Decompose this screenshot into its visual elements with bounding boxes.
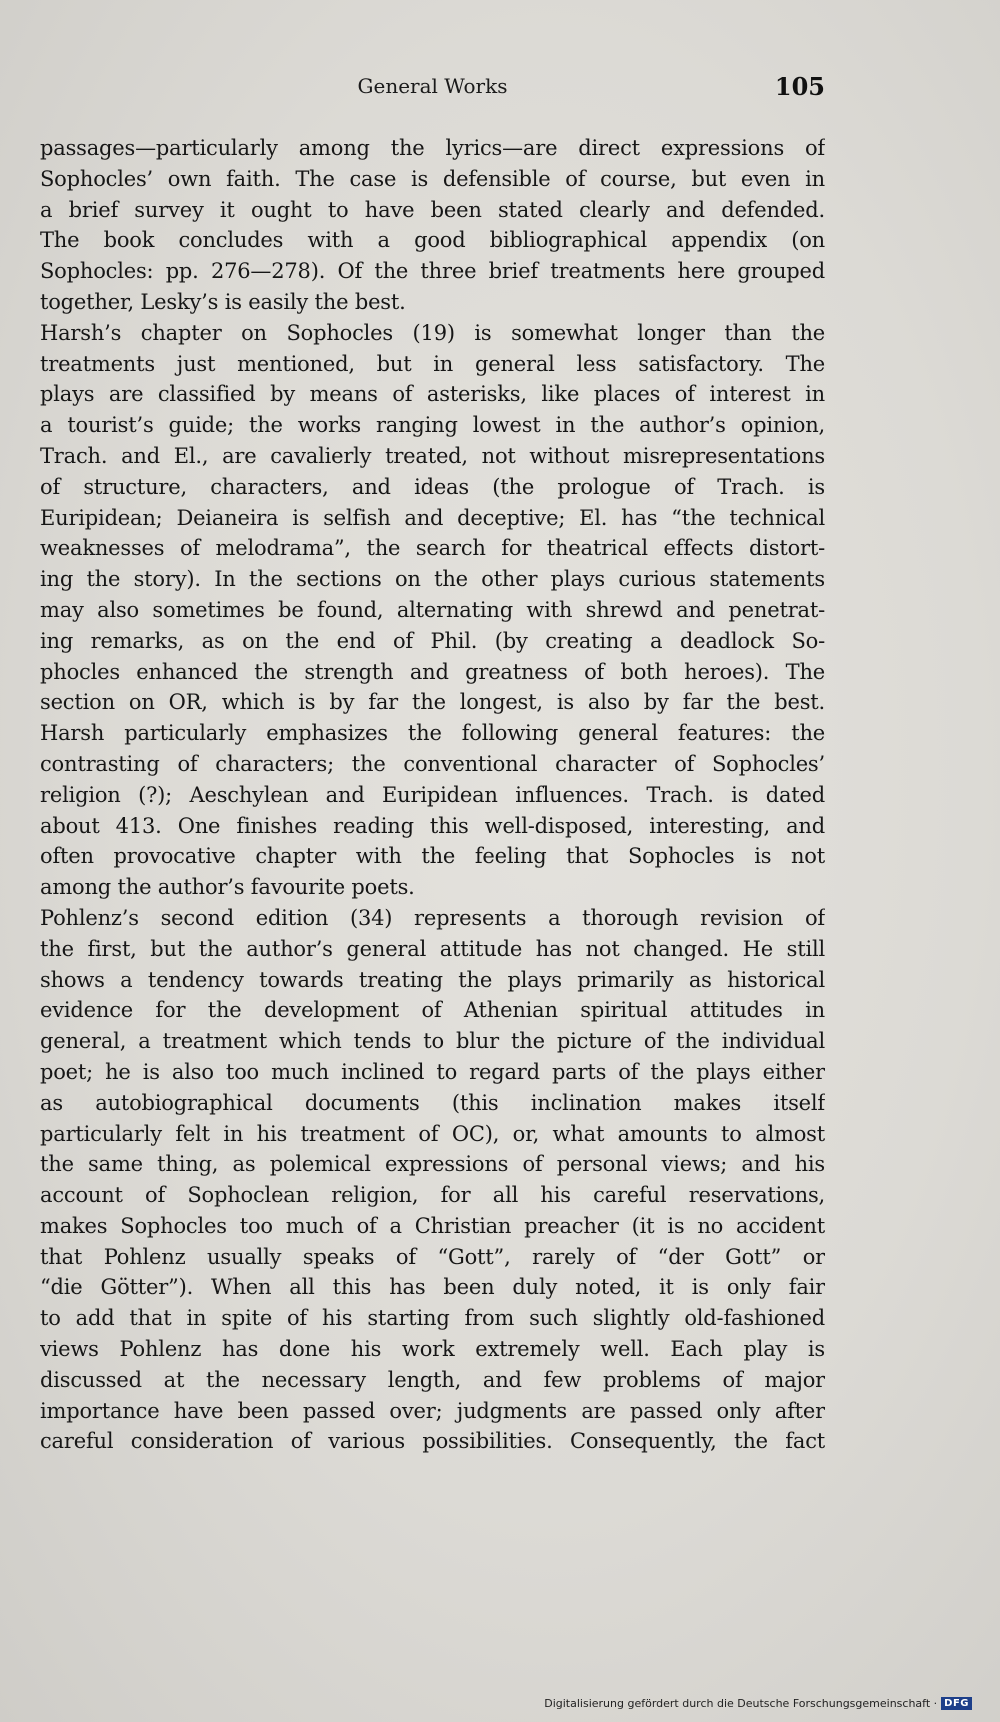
text-line: views Pohlenz has done his work extremely well. Each play is [40,1337,825,1362]
text-line: careful consideration of various possibilities. Consequently, the fact [40,1429,825,1454]
text-line: general, a treatment which tends to blur the picture of the individual [40,1029,825,1054]
text-line: plays are classified by means of asterisks, like places of interest in [40,382,825,407]
text-line: section on OR, which is by far the longest, is also by far the best. [40,690,825,715]
text-line: The book concludes with a good bibliographical appendix (on [40,228,825,253]
text-line: Pohlenz’s second edition (34) represents a thorough revision of [40,905,825,930]
text-line: discussed at the necessary length, and few problems of major [40,1367,825,1392]
text-line: Euripidean; Deianeira is selfish and deceptive; El. has “the technical [40,505,825,530]
text-line: ing the story). In the sections on the other plays curious statements [40,567,825,592]
text-line: evidence for the development of Athenian spiritual attitudes in [40,998,825,1023]
text-line: Sophocles: pp. 276—278). Of the three brief treatments here grouped [40,259,825,284]
text-line: phocles enhanced the strength and greatness of both heroes). The [40,659,825,684]
body-text [40,133,825,1457]
dfg-logo: DFG [941,1697,972,1710]
text-line: together, Lesky’s is easily the best. [40,289,406,314]
text-line: among the author’s favourite poets. [40,875,415,900]
text-line: Harsh’s chapter on Sophocles (19) is somewhat longer than the [40,320,825,345]
text-line: of structure, characters, and ideas (the prologue of Trach. is [40,474,825,499]
text-line: to add that in spite of his starting from such slightly old-fashioned [40,1306,825,1331]
text-line: treatments just mentioned, but in general less satisfactory. The [40,351,825,376]
page-number: 105 [774,72,825,101]
text-line: about 413. One finishes reading this well-disposed, interesting, and [40,813,825,838]
text-line: the first, but the author’s general attitude has not changed. He still [40,936,825,961]
text-line: poet; he is also too much inclined to regard parts of the plays either [40,1059,825,1084]
text-line: makes Sophocles too much of a Christian preacher (it is no accident [40,1213,825,1238]
text-line: weaknesses of melodrama”, the search for theatrical effects distort- [40,536,825,561]
text-line: often provocative chapter with the feeling that Sophocles is not [40,844,825,869]
text-line: account of Sophoclean religion, for all his careful reservations, [40,1183,825,1208]
text-line: contrasting of characters; the conventional character of Sophocles’ [40,751,825,776]
text-line: ing remarks, as on the end of Phil. (by creating a deadlock So- [40,628,825,653]
text-line: a brief survey it ought to have been stated clearly and defended. [40,197,825,222]
text-line: Sophocles’ own faith. The case is defensible of course, but even in [40,166,825,191]
text-line: Harsh particularly emphasizes the following general features: the [40,721,825,746]
page-header [40,74,825,108]
text-line: the same thing, as polemical expressions of personal views; and his [40,1152,825,1177]
text-line: importance have been passed over; judgments are passed only after [40,1398,825,1423]
text-line: passages—particularly among the lyrics—are direct expressions of [40,136,825,160]
text-line: “die Götter”). When all this has been duly noted, it is only fair [40,1275,825,1300]
running-title: General Works [357,74,508,98]
text-line: shows a tendency towards treating the plays primarily as historical [40,967,825,992]
credit-text: Digitalisierung gefördert durch die Deutsche Forschungsgemeinschaft · [544,1697,938,1710]
text-line: a tourist’s guide; the works ranging lowest in the author’s opinion, [40,413,825,438]
text-line: Trach. and El., are cavalierly treated, not without misrepresentations [40,443,825,468]
text-line: as autobiographical documents (this inclination makes itself [40,1090,825,1115]
text-line: that Pohlenz usually speaks of “Gott”, rarely of “der Gott” or [40,1244,825,1269]
text-line: particularly felt in his treatment of OC), or, what amounts to almost [40,1121,825,1146]
digitization-credit [544,1697,972,1710]
text-line: may also sometimes be found, alternating with shrewd and penetrat- [40,597,825,622]
text-line: religion (?); Aeschylean and Euripidean influences. Trach. is dated [40,782,825,807]
